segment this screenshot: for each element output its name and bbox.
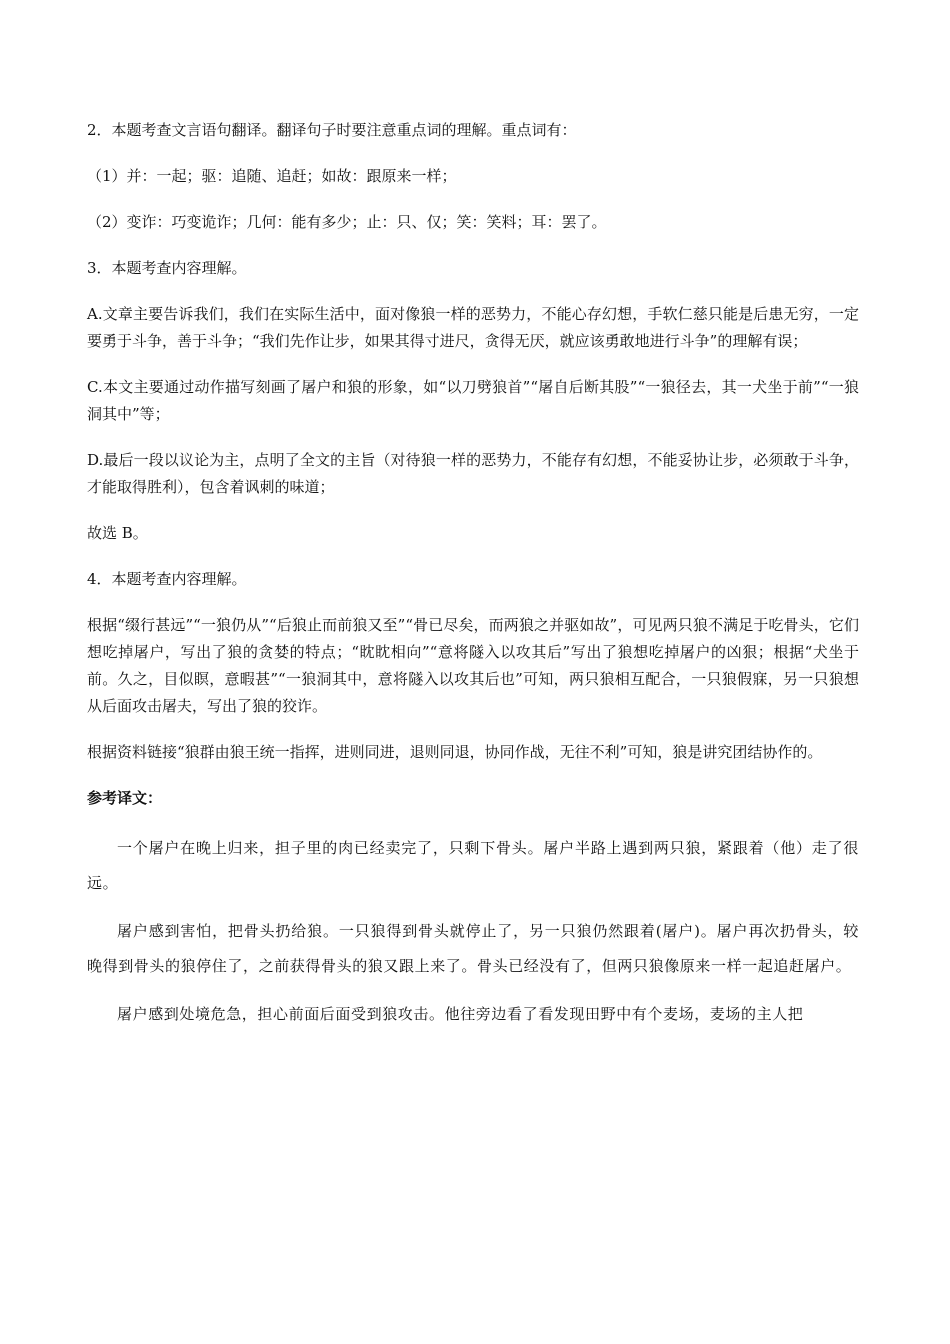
q3-answer: 故选 B。 xyxy=(87,524,148,542)
q3-option-a: A.文章主要告诉我们，我们在实际生活中，面对像狼一样的恶势力，不能心存幻想，手软仁慈只能是后患无穷，一定要勇于斗争，善于斗争；“我们先作让步，如果其得寸进尺，贪得无厌，就应该勇敢地进行斗争”的理解有误； xyxy=(87,305,859,350)
q4-title: 4．本题考查内容理解。 xyxy=(87,570,247,588)
q3-title: 3．本题考查内容理解。 xyxy=(87,259,247,277)
q3-option-d: D.最后一段以议论为主，点明了全文的主旨（对待狼一样的恶势力，不能存有幻想，不能妥协让步，必须敢于斗争，才能取得胜利），包含着讽刺的味道； xyxy=(87,451,859,496)
q3-option-c: C.本文主要通过动作描写刻画了屠户和狼的形象，如“以刀劈狼首”“屠自后断其股”“一狼径去，其一犬坐于前”“一狼洞其中”等； xyxy=(87,378,859,423)
translation-heading: 参考译文： xyxy=(87,789,163,807)
q2-item-1: （1）并：一起；驱：追随、追赶；如故：跟原来一样； xyxy=(87,167,457,185)
q2-item-2: （2）变诈：巧变诡诈；几何：能有多少；止：只、仅；笑：笑料；耳：罢了。 xyxy=(87,213,607,231)
translation-paragraph-2: 屠户感到害怕，把骨头扔给狼。一只狼得到骨头就停止了，另一只狼仍然跟着(屠户)。屠户再次扔骨头，较晚得到骨头的狼停住了，之前获得骨头的狼又跟上来了。骨头已经没有了，但两只狼像原来一样一起追赶屠户。 xyxy=(87,922,859,975)
q4-paragraph-2: 根据资料链接“狼群由狼王统一指挥，进则同进，退则同退，协同作战，无往不利”可知，狼是讲究团结协作的。 xyxy=(87,743,823,761)
translation-paragraph-3: 屠户感到处境危急，担心前面后面受到狼攻击。他往旁边看了看发现田野中有个麦场，麦场的主人把 xyxy=(117,1005,804,1023)
document-page xyxy=(87,117,859,1045)
q4-paragraph-1: 根据“缀行甚远”“一狼仍从”“后狼止而前狼又至”“骨已尽矣，而两狼之并驱如故”，可见两只狼不满足于吃骨头，它们想吃掉屠户，写出了狼的贪婪的特点；“眈眈相向”“意将隧入以攻其后”写出了狼想吃掉屠户的凶狠；根据“犬坐于前。久之，目似瞑，意暇甚”“一狼洞其中，意将隧入以攻其后也”可知，两只狼相互配合，一只狼假寐，另一只狼想从后面攻击屠夫，写出了狼的狡诈。 xyxy=(87,616,859,715)
q2-title: 2．本题考查文言语句翻译。翻译句子时要注意重点词的理解。重点词有： xyxy=(87,121,577,139)
translation-paragraph-1: 一个屠户在晚上归来，担子里的肉已经卖完了，只剩下骨头。屠户半路上遇到两只狼，紧跟着（他）走了很远。 xyxy=(87,839,859,892)
